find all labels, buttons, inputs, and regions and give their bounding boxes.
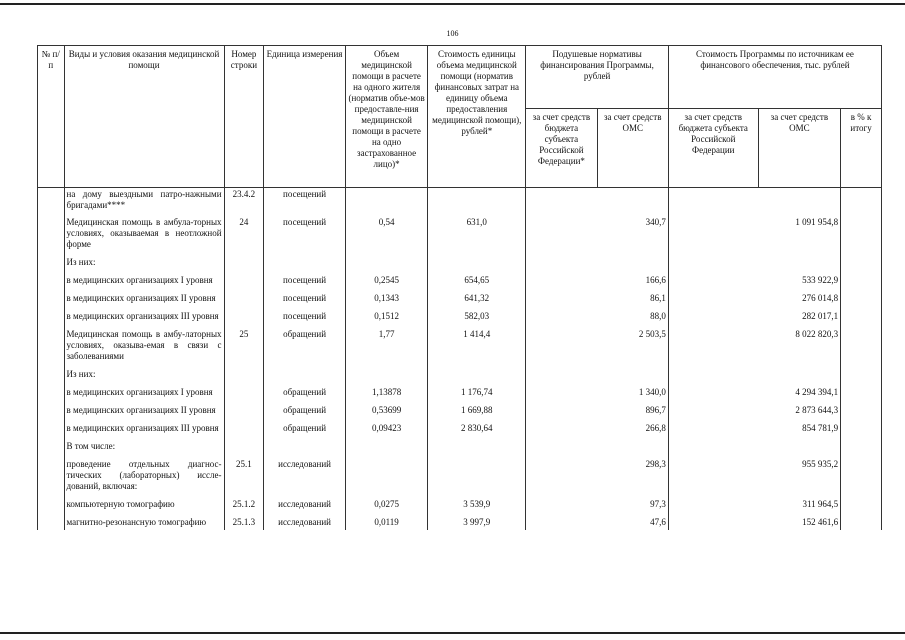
row-care-kind: в медицинских организациях II уровня bbox=[64, 288, 224, 306]
header-number: № п/п bbox=[38, 46, 65, 188]
row-percent-total bbox=[841, 270, 882, 288]
table-row bbox=[38, 454, 882, 494]
row-per-capita-norm: 166,6 bbox=[526, 270, 669, 288]
row-unit: исследований bbox=[264, 494, 346, 512]
row-number bbox=[38, 270, 65, 288]
table-row bbox=[38, 512, 882, 530]
row-number bbox=[38, 436, 65, 454]
row-program-cost: 276 014,8 bbox=[668, 288, 840, 306]
row-percent-total bbox=[841, 188, 882, 213]
row-number bbox=[38, 324, 65, 364]
row-per-capita-norm: 266,8 bbox=[526, 418, 669, 436]
row-per-capita-norm: 340,7 bbox=[526, 212, 669, 252]
table-row bbox=[38, 494, 882, 512]
row-program-cost: 152 461,6 bbox=[668, 512, 840, 530]
row-per-capita-norm bbox=[526, 252, 669, 270]
header-per-capita-norms: Подушевые нормативы финансирования Программы, рублей bbox=[526, 46, 669, 109]
row-unit-cost bbox=[428, 364, 526, 382]
header-norm-oms: за счет средств ОМС bbox=[597, 109, 668, 188]
row-program-cost: 282 017,1 bbox=[668, 306, 840, 324]
table-row bbox=[38, 270, 882, 288]
row-volume: 0,0275 bbox=[345, 494, 428, 512]
row-program-cost: 311 964,5 bbox=[668, 494, 840, 512]
row-unit bbox=[264, 252, 346, 270]
table-row bbox=[38, 324, 882, 364]
row-line-number bbox=[224, 364, 264, 382]
row-volume: 0,1512 bbox=[345, 306, 428, 324]
header-source-budget: за счет средств бюджета субъекта Российской Федерации bbox=[668, 109, 758, 188]
row-unit: посещений bbox=[264, 212, 346, 252]
row-care-kind: Медицинская помощь в амбула-торных условиях, оказываемая в неотложной форме bbox=[64, 212, 224, 252]
row-care-kind: Из них: bbox=[64, 364, 224, 382]
row-number bbox=[38, 288, 65, 306]
row-volume bbox=[345, 252, 428, 270]
row-program-cost bbox=[668, 436, 840, 454]
row-volume: 1,77 bbox=[345, 324, 428, 364]
row-percent-total bbox=[841, 364, 882, 382]
row-unit-cost: 1 176,74 bbox=[428, 382, 526, 400]
row-percent-total bbox=[841, 512, 882, 530]
row-unit-cost bbox=[428, 188, 526, 213]
row-program-cost: 1 091 954,8 bbox=[668, 212, 840, 252]
row-unit: посещений bbox=[264, 188, 346, 213]
row-volume: 0,0119 bbox=[345, 512, 428, 530]
top-rule bbox=[0, 3, 905, 5]
row-care-kind: Из них: bbox=[64, 252, 224, 270]
row-number bbox=[38, 400, 65, 418]
row-volume: 1,13878 bbox=[345, 382, 428, 400]
row-per-capita-norm: 47,6 bbox=[526, 512, 669, 530]
row-line-number bbox=[224, 270, 264, 288]
row-per-capita-norm: 88,0 bbox=[526, 306, 669, 324]
row-number bbox=[38, 188, 65, 213]
row-line-number bbox=[224, 306, 264, 324]
row-program-cost: 4 294 394,1 bbox=[668, 382, 840, 400]
row-volume: 0,09423 bbox=[345, 418, 428, 436]
row-unit-cost: 2 830,64 bbox=[428, 418, 526, 436]
row-care-kind: в медицинских организациях I уровня bbox=[64, 270, 224, 288]
table-row bbox=[38, 400, 882, 418]
row-program-cost: 2 873 644,3 bbox=[668, 400, 840, 418]
row-number bbox=[38, 212, 65, 252]
row-care-kind: В том числе: bbox=[64, 436, 224, 454]
row-volume: 0,2545 bbox=[345, 270, 428, 288]
table-row bbox=[38, 306, 882, 324]
table-row bbox=[38, 382, 882, 400]
row-unit: обращений bbox=[264, 324, 346, 364]
row-percent-total bbox=[841, 400, 882, 418]
row-per-capita-norm bbox=[526, 188, 669, 213]
table-row bbox=[38, 436, 882, 454]
row-line-number: 25 bbox=[224, 324, 264, 364]
row-volume bbox=[345, 188, 428, 213]
row-number bbox=[38, 364, 65, 382]
table-row bbox=[38, 364, 882, 382]
row-per-capita-norm bbox=[526, 364, 669, 382]
row-line-number bbox=[224, 252, 264, 270]
row-per-capita-norm: 2 503,5 bbox=[526, 324, 669, 364]
row-number bbox=[38, 454, 65, 494]
row-per-capita-norm: 896,7 bbox=[526, 400, 669, 418]
row-percent-total bbox=[841, 212, 882, 252]
row-program-cost: 533 922,9 bbox=[668, 270, 840, 288]
row-percent-total bbox=[841, 454, 882, 494]
row-percent-total bbox=[841, 252, 882, 270]
row-unit-cost: 631,0 bbox=[428, 212, 526, 252]
row-percent-total bbox=[841, 288, 882, 306]
row-unit-cost: 3 997,9 bbox=[428, 512, 526, 530]
table-row bbox=[38, 252, 882, 270]
bottom-rule bbox=[0, 632, 905, 634]
row-care-kind: в медицинских организациях I уровня bbox=[64, 382, 224, 400]
row-volume bbox=[345, 454, 428, 494]
row-unit-cost: 3 539,9 bbox=[428, 494, 526, 512]
row-percent-total bbox=[841, 324, 882, 364]
row-care-kind: магнитно-резонансную томографию bbox=[64, 512, 224, 530]
financing-table bbox=[37, 45, 882, 530]
table-row bbox=[38, 212, 882, 252]
row-unit-cost: 582,03 bbox=[428, 306, 526, 324]
table-row bbox=[38, 188, 882, 213]
row-unit: обращений bbox=[264, 400, 346, 418]
row-unit-cost: 641,32 bbox=[428, 288, 526, 306]
row-unit-cost: 654,65 bbox=[428, 270, 526, 288]
row-line-number bbox=[224, 382, 264, 400]
row-unit-cost bbox=[428, 454, 526, 494]
header-volume: Объем медицинской помощи в расчете на одного жителя (норматив объе-мов предоставле-ния медицинской помощи в расчете на одно застрахованное лицо)* bbox=[345, 46, 428, 188]
row-number bbox=[38, 252, 65, 270]
row-unit bbox=[264, 436, 346, 454]
header-source-oms: за счет средств ОМС bbox=[758, 109, 841, 188]
row-care-kind: проведение отдельных диагнос-тических (лабораторных) иссле-дований, включая: bbox=[64, 454, 224, 494]
row-line-number: 25.1.2 bbox=[224, 494, 264, 512]
row-number bbox=[38, 418, 65, 436]
row-program-cost bbox=[668, 364, 840, 382]
row-care-kind: на дому выездными патро-нажными бригадами**** bbox=[64, 188, 224, 213]
header-unit-cost: Стоимость единицы объема медицинской помощи (норматив финансовых затрат на единицу объема предоставления медицинской помощи), рублей* bbox=[428, 46, 526, 188]
row-care-kind: в медицинских организациях III уровня bbox=[64, 306, 224, 324]
row-unit-cost: 1 669,88 bbox=[428, 400, 526, 418]
row-percent-total bbox=[841, 418, 882, 436]
row-per-capita-norm: 97,3 bbox=[526, 494, 669, 512]
table-row bbox=[38, 288, 882, 306]
row-volume: 0,53699 bbox=[345, 400, 428, 418]
row-percent-total bbox=[841, 494, 882, 512]
row-unit-cost: 1 414,4 bbox=[428, 324, 526, 364]
row-per-capita-norm: 298,3 bbox=[526, 454, 669, 494]
row-unit: исследований bbox=[264, 512, 346, 530]
row-unit: исследований bbox=[264, 454, 346, 494]
row-unit-cost bbox=[428, 436, 526, 454]
row-line-number: 25.1.3 bbox=[224, 512, 264, 530]
row-volume: 0,1343 bbox=[345, 288, 428, 306]
row-per-capita-norm bbox=[526, 436, 669, 454]
row-per-capita-norm: 1 340,0 bbox=[526, 382, 669, 400]
row-percent-total bbox=[841, 306, 882, 324]
row-percent-total bbox=[841, 382, 882, 400]
row-line-number: 23.4.2 bbox=[224, 188, 264, 213]
row-program-cost bbox=[668, 252, 840, 270]
table-header bbox=[38, 46, 882, 188]
row-care-kind: Медицинская помощь в амбу-латорных условиях, оказыва-емая в связи с заболеваниями bbox=[64, 324, 224, 364]
row-line-number: 24 bbox=[224, 212, 264, 252]
row-unit: посещений bbox=[264, 270, 346, 288]
table-row bbox=[38, 418, 882, 436]
header-program-cost: Стоимость Программы по источникам ее финансового обеспечения, тыс. рублей bbox=[668, 46, 881, 109]
row-care-kind: в медицинских организациях II уровня bbox=[64, 400, 224, 418]
row-number bbox=[38, 494, 65, 512]
row-volume: 0,54 bbox=[345, 212, 428, 252]
page-number: 106 bbox=[446, 29, 459, 38]
row-unit: посещений bbox=[264, 288, 346, 306]
header-care-kind: Виды и условия оказания медицинской помощи bbox=[64, 46, 224, 188]
row-per-capita-norm: 86,1 bbox=[526, 288, 669, 306]
row-unit: посещений bbox=[264, 306, 346, 324]
row-line-number bbox=[224, 436, 264, 454]
row-care-kind: компьютерную томографию bbox=[64, 494, 224, 512]
row-number bbox=[38, 382, 65, 400]
row-percent-total bbox=[841, 436, 882, 454]
header-percent-total: в % к итогу bbox=[841, 109, 882, 188]
row-line-number bbox=[224, 400, 264, 418]
row-line-number bbox=[224, 288, 264, 306]
row-unit: обращений bbox=[264, 418, 346, 436]
row-number bbox=[38, 512, 65, 530]
row-program-cost: 955 935,2 bbox=[668, 454, 840, 494]
row-program-cost bbox=[668, 188, 840, 213]
row-line-number bbox=[224, 418, 264, 436]
row-volume bbox=[345, 436, 428, 454]
header-norm-budget: за счет средств бюджета субъекта Российской Федерации* bbox=[526, 109, 597, 188]
row-volume bbox=[345, 364, 428, 382]
row-program-cost: 854 781,9 bbox=[668, 418, 840, 436]
row-line-number: 25.1 bbox=[224, 454, 264, 494]
header-unit: Единица измерения bbox=[264, 46, 346, 188]
row-unit: обращений bbox=[264, 382, 346, 400]
table-body bbox=[38, 188, 882, 531]
row-care-kind: в медицинских организациях III уровня bbox=[64, 418, 224, 436]
row-program-cost: 8 022 820,3 bbox=[668, 324, 840, 364]
row-number bbox=[38, 306, 65, 324]
header-line-number: Номер строки bbox=[224, 46, 264, 188]
row-unit-cost bbox=[428, 252, 526, 270]
row-unit bbox=[264, 364, 346, 382]
